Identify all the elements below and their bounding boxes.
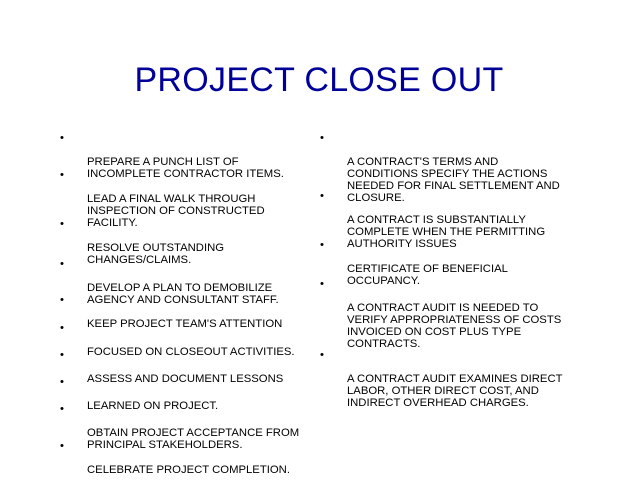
bullet-text: DEVELOP A PLAN TO DEMOBILIZE AGENCY AND CONSULTANT STAFF. (87, 282, 279, 306)
bullet-icon: • (60, 322, 64, 334)
bullet-text: OBTAIN PROJECT ACCEPTANCE FROM PRINCIPAL STAKEHOLDERS. (87, 427, 300, 451)
bullet-icon: • (60, 440, 64, 452)
bullet-icon: • (60, 258, 64, 270)
list-item (320, 349, 563, 421)
bullet-icon: • (60, 349, 64, 361)
bullet-icon: • (60, 218, 64, 230)
bullet-icon: • (320, 349, 324, 361)
bullet-icon: • (60, 376, 64, 388)
bullet-icon: • (320, 190, 324, 202)
bullet-text: FOCUSED ON CLOSEOUT ACTIVITIES. (87, 346, 295, 358)
bullet-text: CELEBRATE PROJECT COMPLETION. (87, 464, 290, 476)
bullet-text: A CONTRACT AUDIT IS NEEDED TO VERIFY APPROPRIATENESS OF COSTS INVOICED ON COST PLUS TYPE CONTRACTS. (347, 302, 562, 350)
bullet-icon: • (320, 132, 324, 144)
bullet-icon: • (60, 132, 64, 144)
bullet-icon: • (320, 278, 324, 290)
list-item (60, 440, 290, 488)
bullet-icon: • (60, 169, 64, 181)
bullet-icon: • (60, 403, 64, 415)
bullet-text: LEAD A FINAL WALK THROUGH INSPECTION OF CONSTRUCTED FACILITY. (87, 193, 265, 229)
bullet-text: PREPARE A PUNCH LIST OF INCOMPLETE CONTRACTOR ITEMS. (87, 156, 284, 180)
bullet-text: LEARNED ON PROJECT. (87, 400, 219, 412)
bullet-icon: • (60, 294, 64, 306)
bullet-icon: • (320, 239, 324, 251)
bullet-text: ASSESS AND DOCUMENT LESSONS (87, 373, 284, 385)
bullet-text: KEEP PROJECT TEAM'S ATTENTION (87, 318, 283, 330)
bullet-text: A CONTRACT IS SUBSTANTIALLY COMPLETE WHEN THE PERMITTING AUTHORITY ISSUES (347, 214, 546, 250)
bullet-text: RESOLVE OUTSTANDING CHANGES/CLAIMS. (87, 242, 225, 266)
bullet-text: A CONTRACT AUDIT EXAMINES DIRECT LABOR, OTHER DIRECT COST, AND INDIRECT OVERHEAD CHARGES. (347, 373, 563, 409)
bullet-text: CERTIFICATE OF BENEFICIAL OCCUPANCY. (347, 263, 508, 287)
slide-title: PROJECT CLOSE OUT (134, 61, 504, 99)
bullet-text: A CONTRACT'S TERMS AND CONDITIONS SPECIFY THE ACTIONS NEEDED FOR FINAL SETTLEMENT AND CLOSURE. (347, 156, 560, 204)
